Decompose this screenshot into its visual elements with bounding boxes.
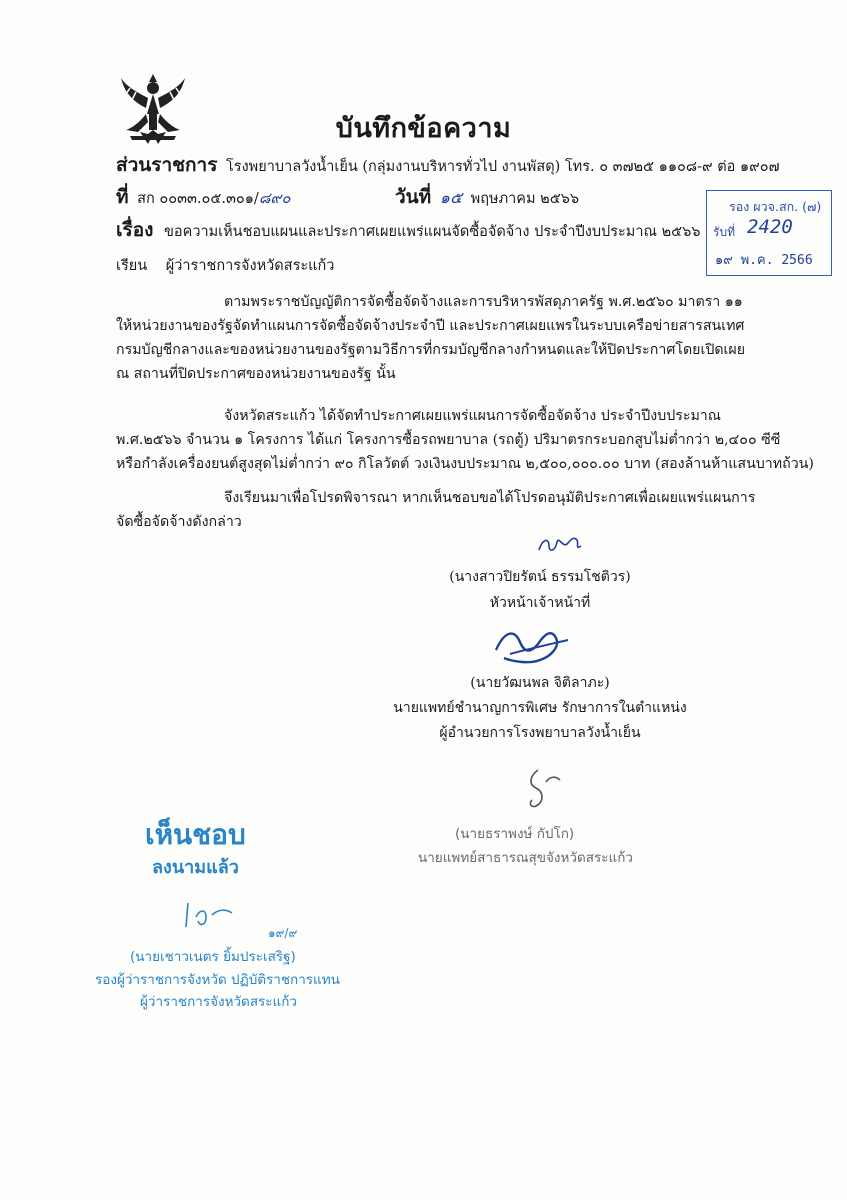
subject-label: เรื่อง <box>116 219 154 241</box>
ref-label: ที่ <box>116 186 129 208</box>
signature-3-scribble <box>520 762 570 812</box>
receipt-stamp-number: 2420 <box>747 216 793 238</box>
paragraph-1 <box>116 290 796 386</box>
signature-2-scribble <box>490 620 580 670</box>
paragraph-2 <box>116 404 814 476</box>
signature-2-title-2: ผู้อำนวยการโรงพยาบาลวังน้ำเย็น <box>439 725 641 741</box>
paragraph-3-line-1: จึงเรียนมาเพื่อโปรดพิจารณา หากเห็นชอบขอได้โปรดอนุมัติประกาศเพื่อเผยแพร่แผนการ <box>224 490 756 506</box>
reference-line <box>116 182 291 212</box>
signature-2-name: (นายวัฒนพล จิติลาภะ) <box>470 675 610 691</box>
date-day-handwritten: ๑๕ <box>439 188 463 207</box>
approval-stamp-subtitle: ลงนามแล้ว <box>152 857 239 878</box>
approval-title-1: รองผู้ว่าราชการจังหวัด ปฏิบัติราชการแทน <box>95 972 340 988</box>
subject-line <box>116 215 701 245</box>
to-label: เรียน <box>116 258 148 274</box>
receipt-stamp-number-label: รับที่ <box>713 225 735 239</box>
paragraph-2-line-3: หรือกำลังเครื่องยนต์สูงสุดไม่ต่ำกว่า ๙๐ กิโลวัตต์ วงเงินงบประมาณ ๒,๕๐๐,๐๐๐.๐๐ บาท (สองล้านห้าแสนบาทถ้วน) <box>116 456 814 472</box>
paragraph-3 <box>116 486 796 534</box>
paragraph-1-line-1: ตามพระราชบัญญัติการจัดซื้อจัดจ้างและการบริหารพัสดุภาครัฐ พ.ศ.๒๕๖๐ มาตรา ๑๑ <box>224 294 743 310</box>
signature-1-scribble <box>535 532 585 556</box>
paragraph-1-line-3: กรมบัญชีกลางและของหน่วยงานของรัฐตามวิธีการที่กรมบัญชีกลางกำหนดและให้ปิดประกาศโดยเปิดเผย <box>116 342 746 358</box>
to-line <box>116 254 334 277</box>
signature-1-title: หัวหน้าเจ้าหน้าที่ <box>489 595 591 611</box>
approval-stamp-title: เห็นชอบ <box>145 818 246 851</box>
signature-1-name: (นางสาวปิยรัตน์ ธรรมโชติวร) <box>449 569 631 585</box>
date-rest: พฤษภาคม ๒๕๖๖ <box>470 191 580 207</box>
signature-2-title-1: นายแพทย์ชำนาญการพิเศษ รักษาการในตำแหน่ง <box>393 700 687 716</box>
paragraph-2-line-1: จังหวัดสระแก้ว ได้จัดทำประกาศเผยแพร่แผนการจัดซื้อจัดจ้าง ประจำปีงบประมาณ <box>224 408 721 424</box>
ref-value: สก ๐๐๓๓.๐๕.๓๐๑/ <box>137 191 259 207</box>
to-value: ผู้ว่าราชการจังหวัดสระแก้ว <box>165 258 335 274</box>
ref-number-handwritten: ๘๙๐ <box>258 189 291 207</box>
paragraph-2-line-2: พ.ศ.๒๕๖๖ จำนวน ๑ โครงการ ได้แก่ โครงการซื้อรถพยาบาล (รถตู้) ปริมาตรกระบอกสูบไม่ต่ำกว่า ๒,๔๐๐ ซีซี <box>116 432 781 448</box>
approval-title-2: ผู้ว่าราชการจังหวัดสระแก้ว <box>140 994 298 1010</box>
approval-hand-date: ๑๙/๙ <box>268 926 298 940</box>
memo-title: บันทึกข้อความ <box>335 113 512 144</box>
receipt-stamp <box>706 190 832 276</box>
paragraph-1-line-4: ณ สถานที่ปิดประกาศของหน่วยงานของรัฐ นั้น <box>116 366 396 382</box>
signature-3-name: (นายธราพงษ์ กัปโก) <box>455 826 575 842</box>
agency-label: ส่วนราชการ <box>116 154 218 176</box>
approval-signature-scribble <box>180 895 270 935</box>
date-line <box>395 182 579 212</box>
paragraph-1-line-2: ให้หน่วยงานของรัฐจัดทำแผนการจัดซื้อจัดจ้างประจำปี และประกาศเผยแพรในระบบเครือข่ายสารสนเทศ <box>116 318 745 334</box>
receipt-stamp-date: ๑๙ พ.ค. 2566 <box>715 253 813 268</box>
date-label: วันที่ <box>395 186 432 208</box>
receipt-stamp-line1: รอง ผวจ.สก. (๗) <box>729 199 822 214</box>
approval-name: (นายเชาวเนตร ยิ้มประเสริฐ) <box>130 949 296 965</box>
subject-value: ขอความเห็นชอบแผนและประกาศเผยแพร่แผนจัดซื้อจัดจ้าง ประจำปีงบประมาณ ๒๕๖๖ <box>164 224 701 240</box>
agency-line <box>116 150 780 180</box>
paragraph-3-line-2: จัดซื้อจัดจ้างดังกล่าว <box>116 514 242 530</box>
agency-value: โรงพยาบาลวังน้ำเย็น (กลุ่มงานบริหารทั่วไป งานพัสดุ) โทร. ๐ ๓๗๒๕ ๑๑๐๘-๙ ต่อ ๑๙๐๗ <box>226 159 780 175</box>
signature-3-title: นายแพทย์สาธารณสุขจังหวัดสระแก้ว <box>418 850 633 866</box>
